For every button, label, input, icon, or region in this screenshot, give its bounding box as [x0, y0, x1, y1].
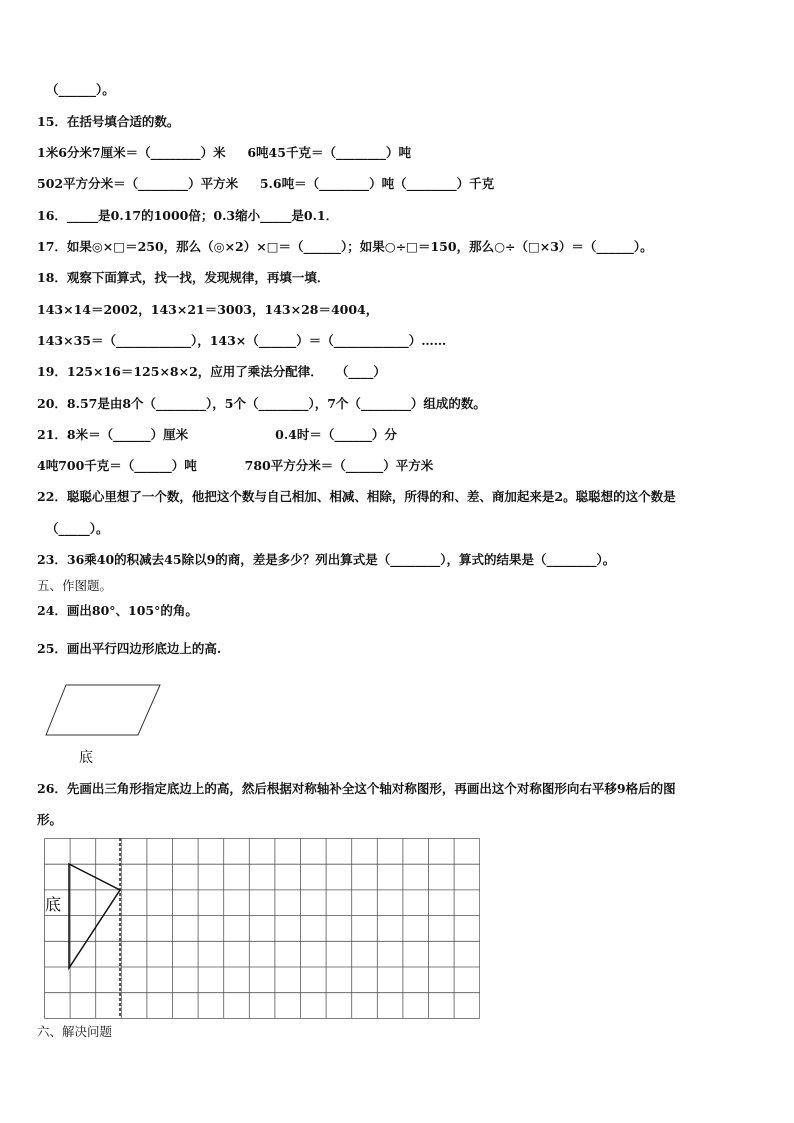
question-line: 143×14＝2002，143×21＝3003，143×28＝4004， — [37, 302, 379, 317]
parallelogram-figure — [44, 683, 164, 739]
question-line: （_____）。 — [46, 521, 109, 536]
question-23: 23．36乘40的积减去45除以9的商，差是多少？列出算式是（________），算式的结果是（________）。 — [37, 552, 616, 567]
drawing-grid — [44, 838, 480, 1020]
question-26: 26．先画出三角形指定底边上的高，然后根据对称轴补全这个轴对称图形，再画出这个对称图形向右平移9格后的图 — [37, 781, 676, 796]
section-heading: 六、解决问题 — [37, 1024, 113, 1039]
question-line: 143×35＝（____________），143×（______）＝（____________）…… — [37, 333, 447, 348]
question-16: 16．_____是0.17的1000倍；0.3缩小_____是0.1． — [37, 208, 339, 223]
question-line: （______）。 — [46, 82, 115, 97]
question-line: 1米6分米7厘米＝（________）米 6吨45千克＝（________）吨 — [37, 145, 411, 160]
question-15-title: 15．在括号填合适的数。 — [37, 114, 180, 129]
question-22: 22．聪聪心里想了一个数，他把这个数与自己相加、相减、相除，所得的和、差、商加起来是2。聪聪想的这个数是 — [37, 489, 676, 504]
question-21: 21．8米＝（______）厘米 0.4时＝（______）分 — [37, 427, 397, 442]
question-line: 4吨700千克＝（______）吨 780平方分米＝（______）平方米 — [37, 458, 434, 473]
triangle-base-label: 底 — [45, 895, 62, 914]
section-heading: 五、作图题。 — [37, 578, 113, 593]
question-24: 24．画出80°、105°的角。 — [37, 603, 198, 618]
question-20: 20．8.57是由8个（________），5个（________），7个（________）组成的数。 — [37, 396, 486, 411]
question-17: 17．如果◎×□＝250，那么（◎×2）×□＝（______）；如果○÷□＝150，那么○÷（□×3）＝（______）。 — [37, 239, 653, 254]
question-25: 25．画出平行四边形底边上的高. — [37, 641, 222, 656]
question-18-title: 18．观察下面算式，找一找，发现规律，再填一填． — [37, 270, 330, 285]
question-19: 19．125×16＝125×8×2，应用了乘法分配律． （____） — [37, 364, 386, 379]
question-line: 502平方分米＝（________）平方米 5.6吨＝（________）吨（________）千克 — [37, 176, 495, 191]
question-line: 形。 — [37, 812, 63, 827]
parallelogram-base-label: 底 — [79, 750, 93, 766]
